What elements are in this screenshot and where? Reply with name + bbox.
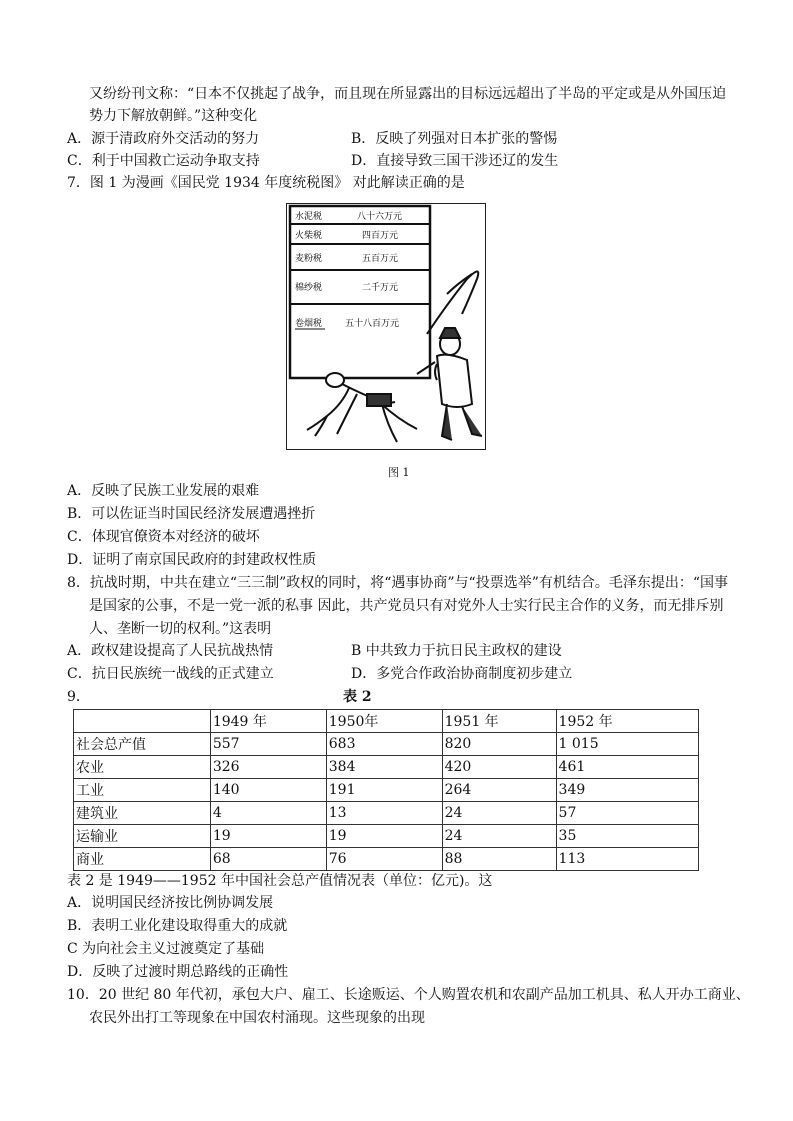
q9-option-a: A．说明国民经济按比例协调发展 (67, 895, 274, 911)
table-cell: 19 (326, 825, 442, 848)
q10-stem-line1: 10．20 世纪 80 年代初，承包大户、雇工、长途贩运、个人购置农机和农副产品加工机具、私人开办工商业、 (67, 987, 750, 1003)
table-cell: 57 (556, 802, 698, 825)
q8-option-c: C．抗日民族统一战线的正式建立 (67, 666, 274, 682)
cartoon-illustration (287, 204, 485, 449)
q6-option-d: D．直接导致三国干涉还辽的发生 (351, 153, 559, 169)
table-cell: 191 (326, 779, 442, 802)
q7-option-d: D．证明了南京国民政府的封建政权性质 (67, 552, 317, 568)
tax-name-cement: 水泥税 (295, 212, 323, 222)
q7-option-a: A．反映了民族工业发展的艰难 (67, 483, 260, 499)
table-cell: 113 (556, 848, 698, 871)
q8-stem-line2: 是国家的公事，不是一党一派的私事 因此，共产党员只有对党外人士实行民主合作的义务，而无排斥别 (89, 598, 724, 614)
table-cell: 建筑业 (74, 802, 211, 825)
table-row (74, 848, 699, 871)
q6-option-b: B．反映了列强对日本扩张的警惕 (351, 131, 558, 147)
table-cell: 1 015 (556, 733, 698, 756)
tax-cartoon (286, 203, 486, 450)
table-cell: 商业 (74, 848, 211, 871)
table-header-cell (74, 710, 211, 733)
table-cell: 运输业 (74, 825, 211, 848)
tax-amount-cotton-yarn: 二千万元 (362, 283, 399, 293)
tax-name-cigarette: 卷烟税 (295, 319, 323, 329)
q8-option-d: D．多党合作政治协商制度初步建立 (351, 666, 573, 682)
q6-option-a: A．源于清政府外交活动的努力 (67, 131, 260, 147)
table-cell: 24 (442, 825, 556, 848)
table-cell: 88 (442, 848, 556, 871)
q7-option-b: B．可以佐证当时国民经济发展遭遇挫折 (67, 506, 316, 522)
table-row (74, 802, 699, 825)
q9-option-d: D．反映了过渡时期总路线的正确性 (67, 964, 289, 980)
q9-option-b: B．表明工业化建设取得重大的成就 (67, 918, 288, 934)
q10-stem-line2: 农民外出打工等现象在中国农村涌现。这些现象的出现 (89, 1010, 425, 1026)
table-row (74, 825, 699, 848)
q9-stem: 表 2 是 1949——1952 年中国社会总产值情况表（单位：亿元)。这 (67, 873, 493, 889)
tax-amount-match: 四百万元 (362, 231, 399, 241)
q9-number: 9． (67, 689, 90, 705)
table-header-cell: 1949 年 (210, 710, 326, 733)
tax-name-cotton-yarn: 棉纱税 (295, 283, 323, 293)
crushed-figure (307, 373, 417, 442)
tax-amount-flour: 五百万元 (362, 254, 399, 264)
table-cell: 140 (210, 779, 326, 802)
table-cell: 农业 (74, 756, 211, 779)
table-cell: 264 (442, 779, 556, 802)
tax-amount-cigarette: 五十八百万元 (345, 319, 400, 329)
q8-stem-line1: 8．抗战时期，中共在建立“三三制”政权的同时，将“遇事协商”与“投票选举”有机结合。毛泽东提出：“国事 (67, 575, 729, 591)
table-header-cell: 1950年 (326, 710, 442, 733)
table-header-row (74, 710, 699, 733)
table-cell: 820 (442, 733, 556, 756)
figure-caption: 图 1 (388, 466, 410, 479)
table-cell: 4 (210, 802, 326, 825)
table-cell: 13 (326, 802, 442, 825)
table-cell: 工业 (74, 779, 211, 802)
q8-option-b: B 中共致力于抗日民主政权的建设 (351, 643, 562, 659)
table-cell: 461 (556, 756, 698, 779)
table-header-cell: 1951 年 (442, 710, 556, 733)
table-header-cell: 1952 年 (556, 710, 698, 733)
q6-stem-line2: 势力下解放朝鲜。”这种变化 (89, 108, 258, 124)
q6-stem-line1: 又纷纷刊文称：“日本不仅挑起了战争，而且现在所显露出的目标远远超出了半岛的平定或是从外国压迫 (89, 86, 727, 102)
table-title: 表 2 (343, 689, 372, 705)
table-row (74, 733, 699, 756)
table-row (74, 779, 699, 802)
table-cell: 76 (326, 848, 442, 871)
tax-name-flour: 麦粉税 (295, 254, 323, 264)
table-cell: 349 (556, 779, 698, 802)
table-cell: 24 (442, 802, 556, 825)
q8-option-a: A．政权建设提高了人民抗战热情 (67, 643, 274, 659)
q7-stem: 7．图 1 为漫画《国民党 1934 年度统税图》 对此解读正确的是 (67, 175, 465, 191)
q7-option-c: C．体现官僚资本对经济的破坏 (67, 529, 260, 545)
tax-name-match: 火柴税 (295, 231, 323, 241)
gdp-table (73, 709, 699, 871)
table-row (74, 756, 699, 779)
table-cell: 557 (210, 733, 326, 756)
table-cell: 68 (210, 848, 326, 871)
table-cell: 社会总产值 (74, 733, 211, 756)
tax-amount-cement: 八十六万元 (357, 212, 403, 222)
q8-stem-line3: 人、垄断一切的权利。”这表明 (89, 621, 272, 637)
q6-option-c: C．利于中国救亡运动争取支持 (67, 153, 260, 169)
table-cell: 683 (326, 733, 442, 756)
table-cell: 35 (556, 825, 698, 848)
table-cell: 19 (210, 825, 326, 848)
table-cell: 420 (442, 756, 556, 779)
table-cell: 384 (326, 756, 442, 779)
table-cell: 326 (210, 756, 326, 779)
q9-option-c: C 为向社会主义过渡奠定了基础 (67, 941, 265, 957)
